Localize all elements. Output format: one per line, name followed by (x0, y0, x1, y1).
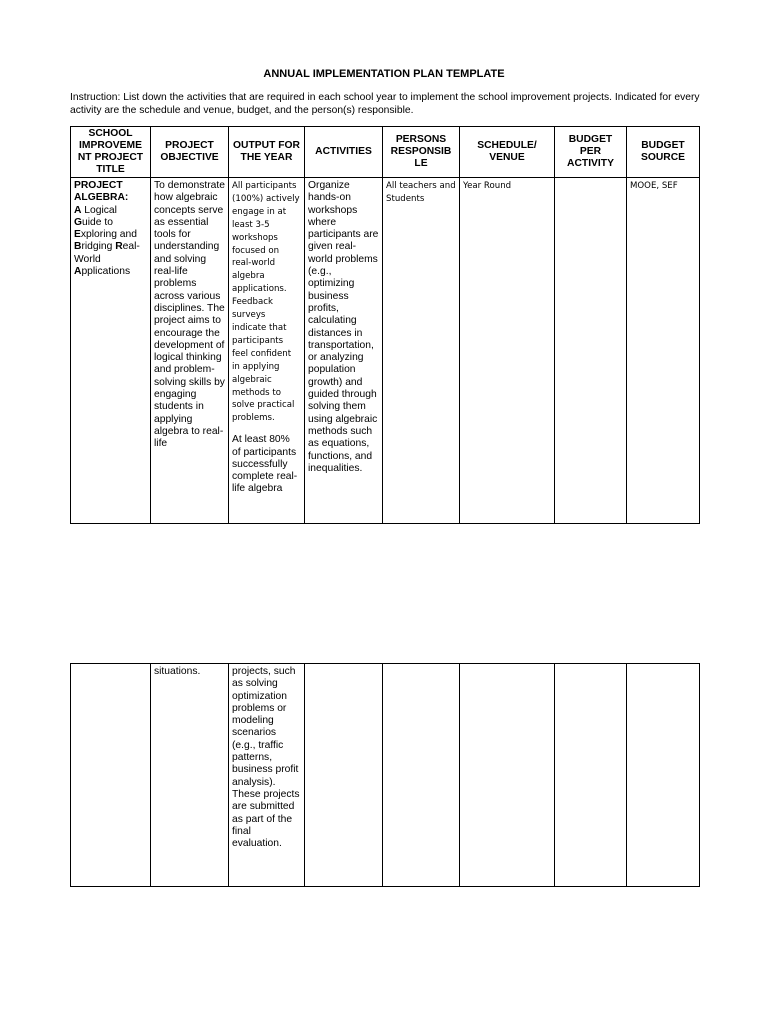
project-title-heading: PROJECT ALGEBRA: (74, 180, 129, 204)
cell-project-objective: To demonstrate how algebraic concepts serve as essential tools for understanding and solving real-life problems across various disciplines. The project aims to encourage the development of logical thinking and problem-solving skills by engaging students in applying algebra to real-life (151, 178, 229, 524)
cell-project-title (71, 178, 151, 524)
cell-schedule-venue (460, 664, 555, 887)
acronym-initial: A (74, 266, 82, 278)
header-project-title: SCHOOL IMPROVEME NT PROJECT TITLE (71, 127, 151, 178)
cell-output: projects, such as solving optimization problems or modeling scenarios (e.g., traffic patterns, business profit analysis). These projects are submitted as part of the final evaluation. (229, 664, 305, 887)
cell-project-title (71, 664, 151, 887)
acronym-rest: eal-World (74, 241, 140, 265)
header-budget-source: BUDGET SOURCE (627, 127, 700, 178)
acronym-initial: R (115, 241, 123, 253)
instruction-text: Instruction: List down the activities that are required in each school year to implement the school improvement projects. Indicated for every activity are the schedule and venue, budget, and the person(s) responsible. (70, 92, 700, 116)
cell-activities (305, 664, 383, 887)
cell-project-objective: situations. (151, 664, 229, 887)
header-activities: ACTIVITIES (305, 127, 383, 178)
output-part1: All participants (100%) actively engage in at least 3-5 workshops focused on real-world algebra applications. Feedback surveys indicate that participants feel confident in applying algebraic methods to solve practical problems. (232, 181, 300, 424)
header-budget-per-activity: BUDGET PER ACTIVITY (555, 127, 627, 178)
output-part2: At least 80% of participants successfully complete real-life algebra (232, 434, 298, 495)
cell-budget-per-activity (555, 178, 627, 524)
table-row (71, 178, 700, 524)
cell-activities: Organize hands-on workshops where participants are given real-world problems (e.g., optimizing business profits, calculating distances in transportation, or analyzing population growth) and guided through solving them using algebraic methods such as equations, functions, and inequalities. (305, 178, 383, 524)
persons-responsible-text: All teachers and Students (386, 181, 456, 204)
header-schedule-venue: SCHEDULE/ VENUE (460, 127, 555, 178)
acronym-initial: E (74, 229, 81, 241)
acronym-initial: G (74, 216, 83, 228)
cell-budget-per-activity (555, 664, 627, 887)
implementation-plan-table (70, 126, 700, 524)
acronym-rest: ridging (81, 241, 116, 253)
implementation-plan-table-continued (70, 663, 700, 887)
cell-schedule-venue (460, 178, 555, 524)
table-header-row (71, 127, 700, 178)
acronym-rest: xploring and (80, 229, 137, 241)
table-row-continued (71, 664, 700, 887)
cell-persons-responsible (383, 178, 460, 524)
cell-budget-source (627, 664, 700, 887)
document-title: ANNUAL IMPLEMENTATION PLAN TEMPLATE (263, 68, 505, 80)
header-output: OUTPUT FOR THE YEAR (229, 127, 305, 178)
acronym-rest: Logical (81, 204, 117, 216)
acronym-initial: A (74, 204, 82, 216)
cell-budget-source (627, 178, 700, 524)
header-persons-responsible: PERSONS RESPONSIB LE (383, 127, 460, 178)
acronym-rest: uide to (82, 216, 113, 228)
acronym-initial: B (74, 241, 82, 253)
header-project-objective: PROJECT OBJECTIVE (151, 127, 229, 178)
acronym-rest: pplications (81, 266, 131, 278)
cell-persons-responsible (383, 664, 460, 887)
budget-source-text: MOOE, SEF (630, 181, 678, 191)
schedule-venue-text: Year Round (463, 181, 512, 191)
cell-output (229, 178, 305, 524)
